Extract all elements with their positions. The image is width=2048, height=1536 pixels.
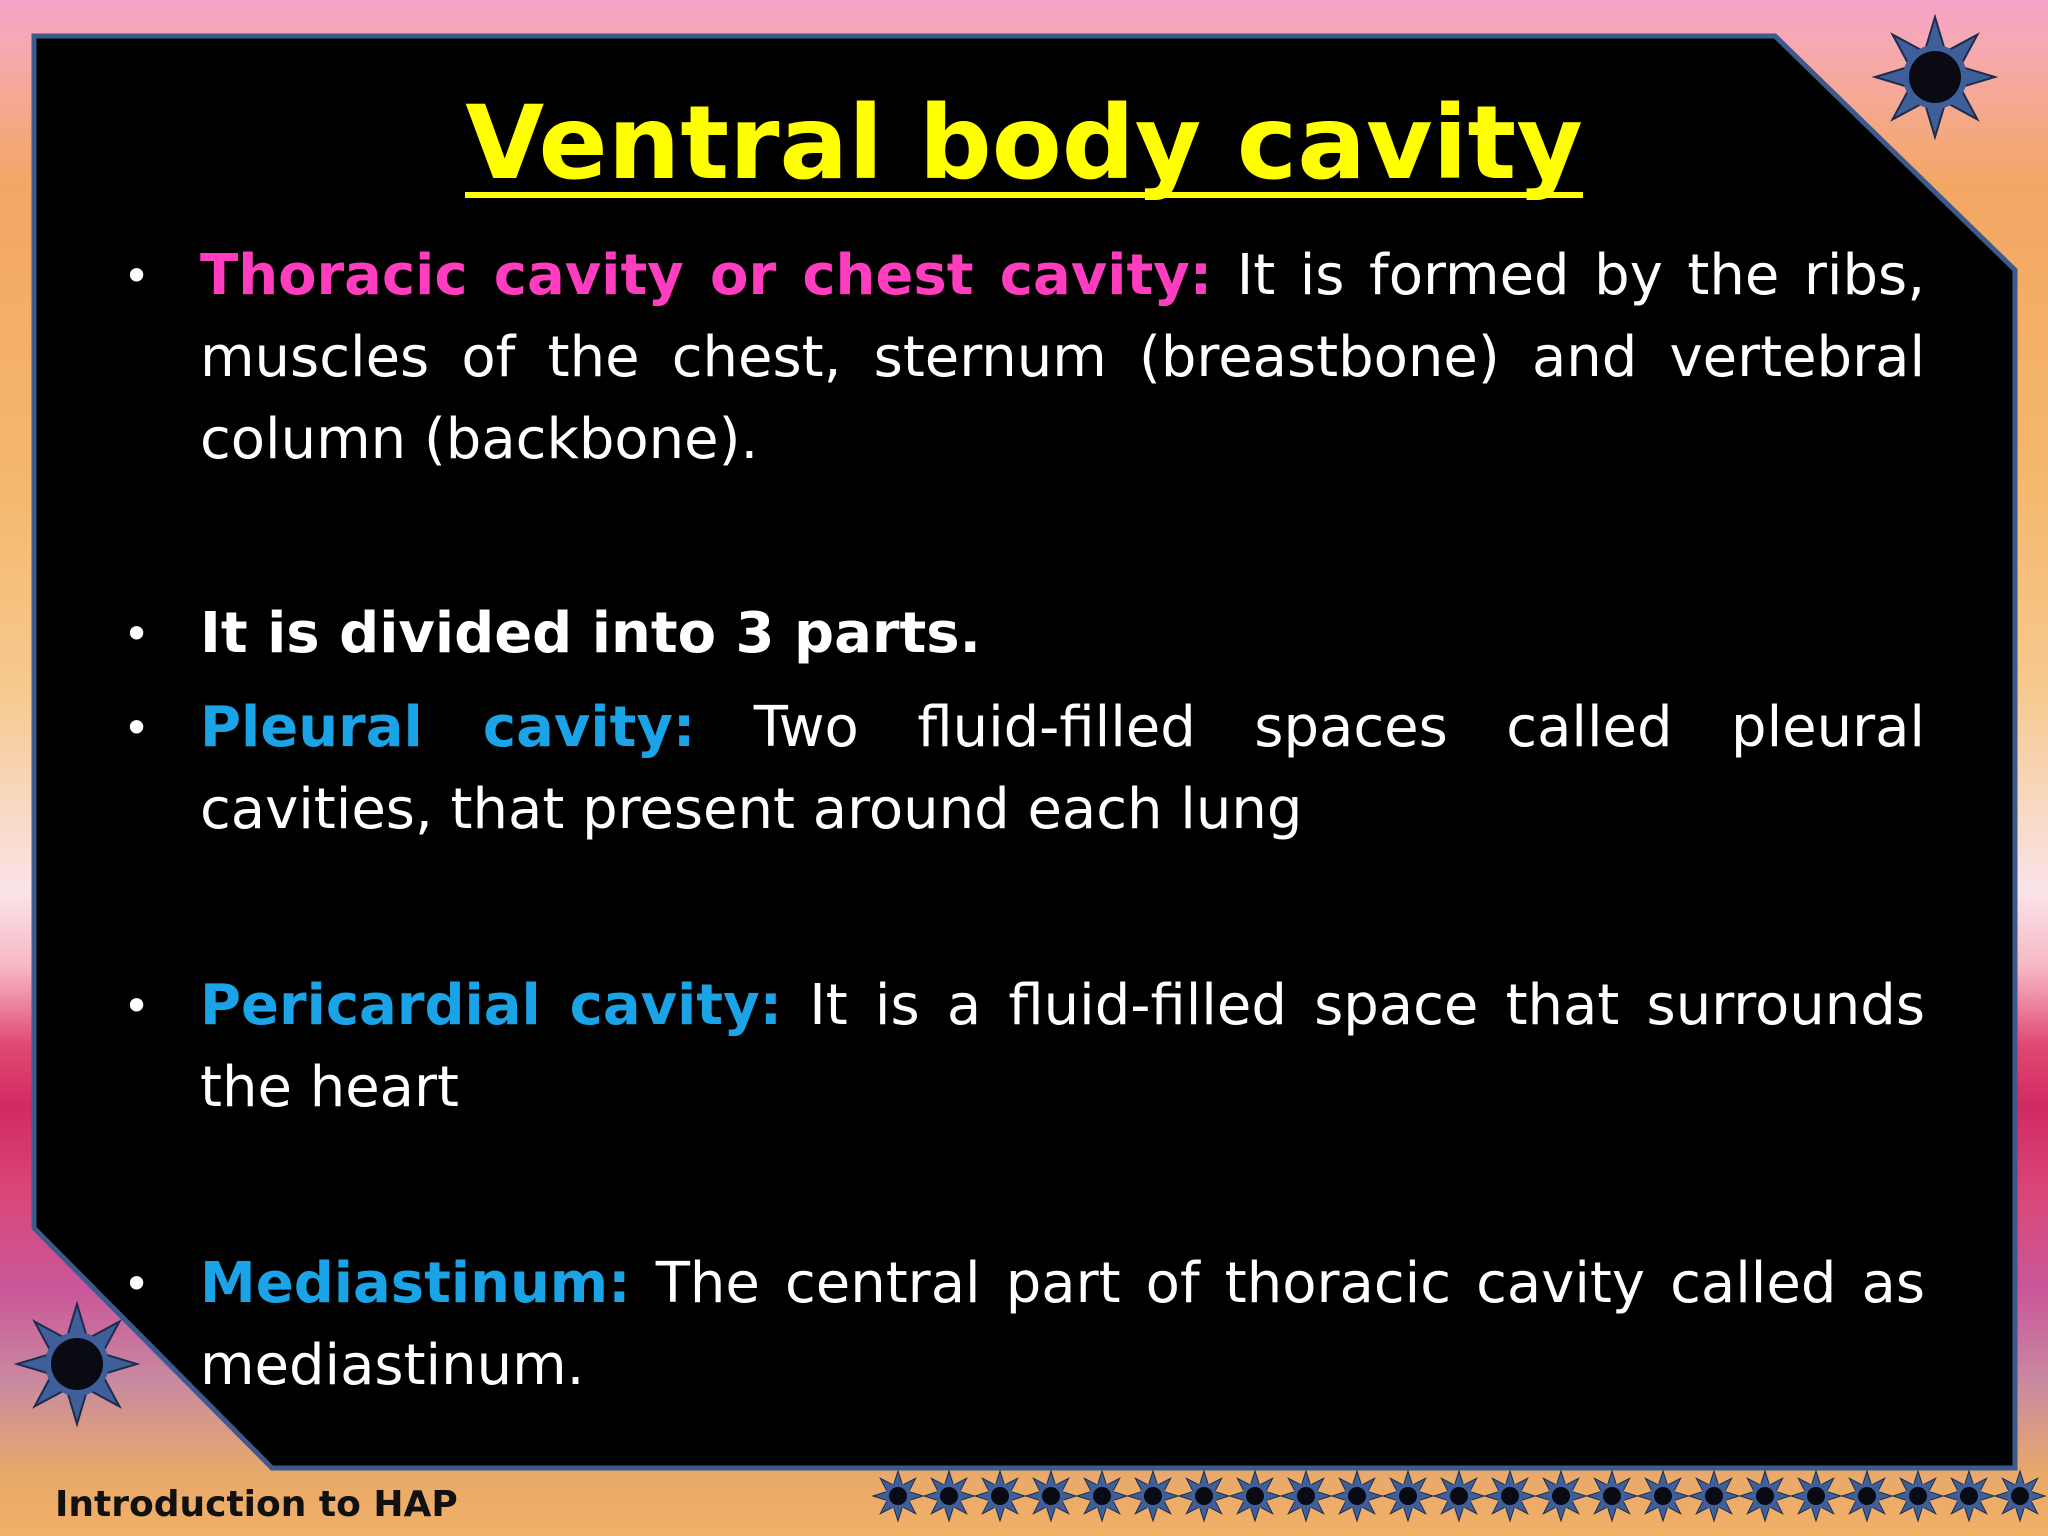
sun-ray xyxy=(1536,1492,1550,1501)
sun-ray xyxy=(1455,1471,1464,1485)
small-sun-icon xyxy=(1944,1471,1994,1521)
sun-ray xyxy=(1791,1492,1805,1501)
sun-ray xyxy=(1587,1492,1601,1501)
bullet-pleural xyxy=(115,687,1925,851)
small-sun-icon xyxy=(1689,1471,1739,1521)
sun-ray xyxy=(1404,1471,1413,1485)
page-title xyxy=(0,84,2048,203)
sun-ray xyxy=(894,1507,903,1521)
sun-ray xyxy=(1077,1492,1091,1501)
sun-ray xyxy=(1914,1471,1923,1485)
sun-ray xyxy=(1179,1492,1193,1501)
sun-ray xyxy=(1419,1492,1433,1501)
sun-ray xyxy=(975,1492,989,1501)
sun-ray xyxy=(1353,1507,1362,1521)
sun-ornament-icon xyxy=(14,1292,140,1436)
text-pericardial: It is a fluid-filled space that surrounds the heart xyxy=(200,973,1925,1120)
sun-ray xyxy=(1215,1492,1229,1501)
sun-ray xyxy=(1710,1471,1719,1485)
sun-ray xyxy=(1878,1492,1892,1501)
small-sun-icon xyxy=(975,1471,1025,1521)
sun-ray xyxy=(1944,1492,1958,1501)
sun-ray xyxy=(1011,1492,1025,1501)
sun-ray xyxy=(1200,1507,1209,1521)
sun-ray xyxy=(1506,1471,1515,1485)
small-sun-icon xyxy=(924,1471,974,1521)
sun-ray xyxy=(1914,1507,1923,1521)
small-sun-icon xyxy=(1179,1471,1229,1521)
text-pleural: Two fluid-filled spaces called pleural cavities, that present around each lung xyxy=(200,695,1925,842)
bullet-pericardial xyxy=(115,965,1925,1129)
bullet-mediastinum xyxy=(115,1243,1925,1407)
sun-ray xyxy=(1893,1492,1907,1501)
sun-ray xyxy=(2016,1471,2025,1485)
sun-ray xyxy=(996,1507,1005,1521)
bullet-divided xyxy=(115,593,1925,675)
sun-ray xyxy=(1113,1492,1127,1501)
sun-ray xyxy=(1047,1471,1056,1485)
sun-ray xyxy=(68,1304,87,1336)
sun-ray xyxy=(894,1471,903,1485)
sun-ray xyxy=(1062,1492,1076,1501)
sun-ray xyxy=(1980,1492,1994,1501)
sun-ray xyxy=(1863,1471,1872,1485)
term-pericardial: Pericardial cavity: xyxy=(200,973,782,1038)
sun-ray xyxy=(1521,1492,1535,1501)
sun-ray xyxy=(1965,1507,1974,1521)
sun-ray xyxy=(960,1492,974,1501)
sun-ray xyxy=(68,1392,87,1424)
sun-border-row xyxy=(872,1466,2048,1526)
small-sun-icon xyxy=(1128,1471,1178,1521)
bullet-dot: • xyxy=(123,701,151,755)
sun-ray xyxy=(1332,1492,1346,1501)
small-sun-icon xyxy=(1485,1471,1535,1521)
sun-ray xyxy=(1230,1492,1244,1501)
sun-ray xyxy=(996,1471,1005,1485)
small-sun-icon xyxy=(1587,1471,1637,1521)
sun-ornament-icon xyxy=(1872,14,1998,140)
small-sun-icon xyxy=(1842,1471,1892,1521)
sun-ray xyxy=(924,1492,938,1501)
sun-ray xyxy=(945,1471,954,1485)
sun-ray xyxy=(873,1492,887,1501)
small-sun-icon xyxy=(1638,1471,1688,1521)
sun-ray xyxy=(1659,1507,1668,1521)
sun-ray xyxy=(1047,1507,1056,1521)
small-sun-icon xyxy=(873,1471,923,1521)
text-mediastinum: The central part of thoracic cavity called as mediastinum. xyxy=(200,1251,1925,1398)
sun-ray xyxy=(105,1355,137,1374)
sun-ray xyxy=(1572,1492,1586,1501)
sun-ray xyxy=(1995,1492,2009,1501)
bullet-dot: • xyxy=(123,249,151,303)
sun-ray xyxy=(1281,1492,1295,1501)
sun-ray xyxy=(1251,1471,1260,1485)
small-sun-icon xyxy=(1434,1471,1484,1521)
bullet-dot: • xyxy=(123,1257,151,1311)
sun-ray xyxy=(1251,1507,1260,1521)
small-sun-icon xyxy=(1893,1471,1943,1521)
sun-ray xyxy=(1149,1507,1158,1521)
small-sun-icon xyxy=(1026,1471,1076,1521)
small-sun-icon xyxy=(1791,1471,1841,1521)
sun-ray xyxy=(1963,68,1995,87)
sun-ray xyxy=(1929,1492,1943,1501)
small-sun-icon xyxy=(1536,1471,1586,1521)
sun-ray xyxy=(1455,1507,1464,1521)
footer-title: Introduction to HAP xyxy=(55,1484,458,1525)
sun-ray xyxy=(1098,1507,1107,1521)
sun-ray xyxy=(1302,1507,1311,1521)
bullet-list xyxy=(115,235,1925,1407)
sun-ray xyxy=(17,1355,49,1374)
sun-ray xyxy=(1557,1507,1566,1521)
sun-ray xyxy=(1353,1471,1362,1485)
sun-ray xyxy=(1674,1492,1688,1501)
small-sun-icon xyxy=(1281,1471,1331,1521)
small-sun-icon xyxy=(1230,1471,1280,1521)
sun-ray xyxy=(1557,1471,1566,1485)
sun-ray xyxy=(1164,1492,1178,1501)
sun-ray xyxy=(1740,1492,1754,1501)
sun-ray xyxy=(1608,1507,1617,1521)
sun-ray xyxy=(1404,1507,1413,1521)
bullet-dot: • xyxy=(123,979,151,1033)
sun-ray xyxy=(1812,1507,1821,1521)
sun-ray xyxy=(1965,1471,1974,1485)
page-title-text: Ventral body cavity xyxy=(465,84,1583,203)
sun-ray xyxy=(1926,17,1945,49)
sun-ray xyxy=(1368,1492,1382,1501)
sun-ray xyxy=(1485,1492,1499,1501)
small-sun-icon xyxy=(1383,1471,1433,1521)
text-divided: It is divided into 3 parts. xyxy=(200,601,981,666)
small-sun-icon xyxy=(1995,1471,2045,1521)
sun-ray xyxy=(1710,1507,1719,1521)
sun-ray xyxy=(1608,1471,1617,1485)
sun-ray xyxy=(1302,1471,1311,1485)
sun-ray xyxy=(2031,1492,2045,1501)
sun-ray xyxy=(945,1507,954,1521)
sun-ray xyxy=(1623,1492,1637,1501)
sun-ray xyxy=(1383,1492,1397,1501)
sun-ray xyxy=(1761,1471,1770,1485)
term-thoracic: Thoracic cavity or chest cavity: xyxy=(200,243,1213,308)
text-thoracic: It is formed by the ribs, muscles of the chest, sternum (breastbone) and vertebral column (backbone). xyxy=(200,243,1925,472)
sun-ray xyxy=(1827,1492,1841,1501)
sun-ray xyxy=(1725,1492,1739,1501)
sun-ray xyxy=(1761,1507,1770,1521)
small-sun-icon xyxy=(1740,1471,1790,1521)
term-mediastinum: Mediastinum: xyxy=(200,1251,631,1316)
sun-ray xyxy=(909,1492,923,1501)
sun-ray xyxy=(1026,1492,1040,1501)
sun-ray xyxy=(1776,1492,1790,1501)
term-pleural: Pleural cavity: xyxy=(200,695,696,760)
sun-ray xyxy=(1266,1492,1280,1501)
small-sun-icon xyxy=(1332,1471,1382,1521)
sun-ray xyxy=(1926,105,1945,137)
small-sun-icon xyxy=(1077,1471,1127,1521)
sun-ray xyxy=(1842,1492,1856,1501)
sun-ray xyxy=(1149,1471,1158,1485)
sun-ray xyxy=(2016,1507,2025,1521)
sun-ray xyxy=(1863,1507,1872,1521)
sun-ray xyxy=(1470,1492,1484,1501)
sun-ray xyxy=(1434,1492,1448,1501)
sun-ray xyxy=(1659,1471,1668,1485)
sun-ray xyxy=(1638,1492,1652,1501)
bullet-dot: • xyxy=(123,607,151,661)
bullet-thoracic xyxy=(115,235,1925,481)
sun-ray xyxy=(1506,1507,1515,1521)
sun-ray xyxy=(1317,1492,1331,1501)
sun-ray xyxy=(1812,1471,1821,1485)
sun-ray xyxy=(1200,1471,1209,1485)
sun-ray xyxy=(1875,68,1907,87)
sun-ray xyxy=(1689,1492,1703,1501)
sun-ray xyxy=(1128,1492,1142,1501)
sun-ray xyxy=(1098,1471,1107,1485)
